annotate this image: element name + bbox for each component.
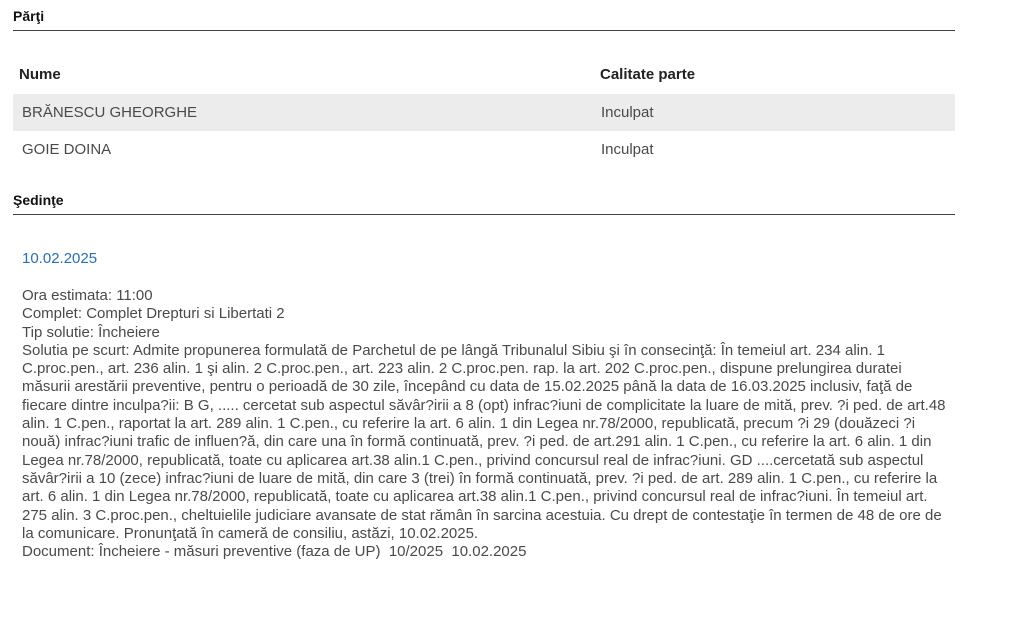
parti-divider	[13, 30, 955, 31]
hearing-document: Document: Încheiere - măsuri preventive (faza de UP) 10/2025 10.02.2025	[22, 543, 527, 561]
party-name: BRĂNESCU GHEORGHE	[22, 104, 198, 121]
party-role: Inculpat	[601, 141, 654, 158]
hearing-details	[22, 287, 952, 561]
solution-summary: Solutia pe scurt: Admite propunerea formulată de Parchetul de pe lângă Tribunalul Sibiu şi în consecinţă: În temeiul art. 234 alin. 1 C.proc.pen., art. 236 alin. 1 şi alin. 2 C.proc.pen., art. 223 alin. 2 C.proc.pen. rap. la art. 202 C.proc.pen., dispune prelungirea duratei măsurii arestării preventive, pentru o perioadă de 30 zile, începând cu data de 15.02.2025 până la data de 16.03.2025 inclusiv, faţă de fiecare dintre inculpa?ii: B G, ..... cercetat sub aspectul săvâr?irii a 8 (opt) infrac?iuni de complicitate la luare de mită, prev. ?i ped. de art.48 alin. 1 C.pen., raportat la art. 289 alin. 1 C.pen., cu referire la art. 6 alin. 1 din Legea nr.78/2000, republicată, precum ?i 29 (douăzeci ?i nouă) infrac?iuni trafic de influen?ă, din care una în formă continuată, prev. ?i ped. de art.291 alin. 1 C.pen., cu referire la art. 6 alin. 1 din Legea nr.78/2000, republicată, toate cu aplicarea art.38 alin.1 C.pen., privind concursul real de infrac?iuni. GD ....cercetată sub aspectul săvâr?irii a 10 (zece) infrac?iuni de luare de mită, din care 3 (trei) în formă continuată, prev. ?i ped. de art. 289 alin. 1 C.pen., cu referire la art. 6 alin. 1 din Legea nr.78/2000, republicată, toate cu aplicarea art.38 alin.1 C.pen., privind concursul real de infrac?iuni. În temeiul art. 275 alin. 3 C.proc.pen., cheltuielile judiciare avansate de stat rămân în sarcina acestuia. Cu drept de contestaţie în termen de 48 de ore de la comunicare. Pronunţată în cameră de consiliu, astăzi, 10.02.2025.	[22, 341, 946, 542]
table-row	[13, 131, 955, 168]
sedinte-divider	[13, 214, 955, 215]
hearing-panel: Complet: Complet Drepturi si Libertati 2	[22, 305, 285, 323]
column-header-nume: Nume	[19, 66, 61, 83]
table-row	[13, 94, 955, 131]
sedinte-section-title: Şedinţe	[13, 192, 64, 208]
party-role: Inculpat	[601, 104, 654, 121]
solution-type: Tip solutie: Încheiere	[22, 323, 160, 341]
party-name: GOIE DOINA	[22, 141, 112, 158]
hearing-time: Ora estimata: 11:00	[22, 287, 153, 304]
parti-section-title: Părţi	[13, 8, 45, 24]
hearing-date-link[interactable]: 10.02.2025	[22, 250, 98, 267]
column-header-calitate: Calitate parte	[600, 66, 696, 83]
